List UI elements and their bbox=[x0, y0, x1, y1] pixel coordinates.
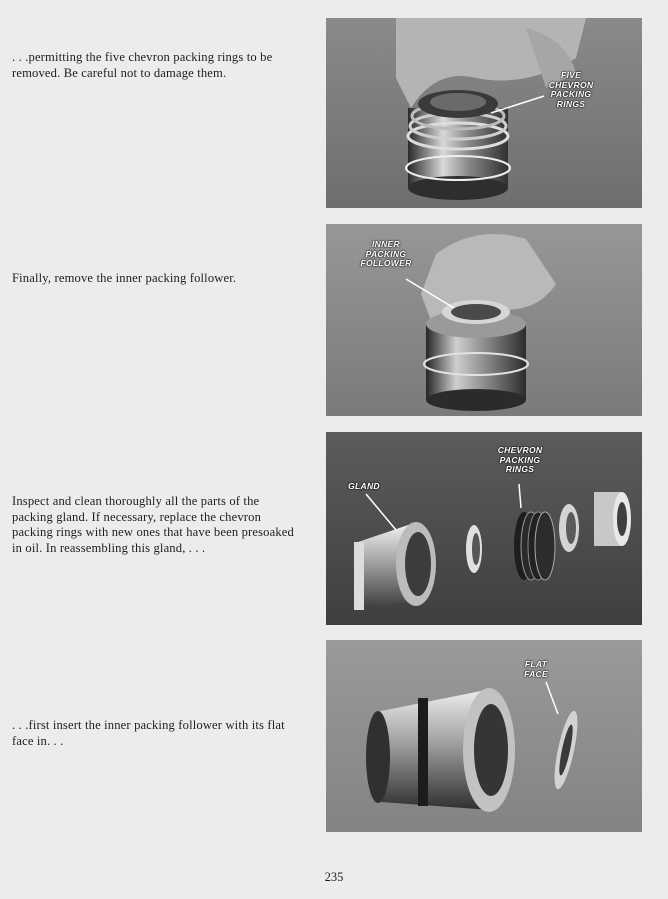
photo-flat-face-follower bbox=[326, 640, 642, 832]
gland-with-rings-illustration bbox=[326, 18, 642, 208]
caption-insert-follower: . . .first insert the inner packing follower with its flat face in. . . bbox=[12, 718, 285, 748]
caption-inspect-gland: Inspect and clean thoroughly all the parts of the packing gland. If necessary, replace the chevron packing rings with new ones that have been presoaked in oil. In reassembling this gland, . . . bbox=[12, 494, 294, 555]
photo-inner-packing-follower bbox=[326, 224, 642, 416]
photo-packing-gland-parts bbox=[326, 432, 642, 625]
inner-packing-follower-label: INNER PACKING FOLLOWER bbox=[360, 239, 412, 268]
five-chevron-packing-rings-label: FIVE CHEVRON PACKING RINGS bbox=[548, 70, 594, 109]
caption-remove-rings: . . .permitting the five chevron packing rings to be removed. Be careful not to damage them. bbox=[12, 50, 273, 80]
gland-parts-illustration bbox=[326, 432, 642, 625]
chevron-packing-rings-label: CHEVRON PACKING RINGS bbox=[497, 445, 543, 474]
photo-five-chevron-rings bbox=[326, 18, 642, 208]
caption-remove-follower: Finally, remove the inner packing follower. bbox=[12, 271, 237, 285]
gland-label: GLAND bbox=[348, 481, 380, 491]
page-number: 235 bbox=[324, 870, 344, 884]
follower-flat-face-illustration bbox=[326, 640, 642, 832]
flat-face-label: FLAT FACE bbox=[524, 659, 548, 679]
